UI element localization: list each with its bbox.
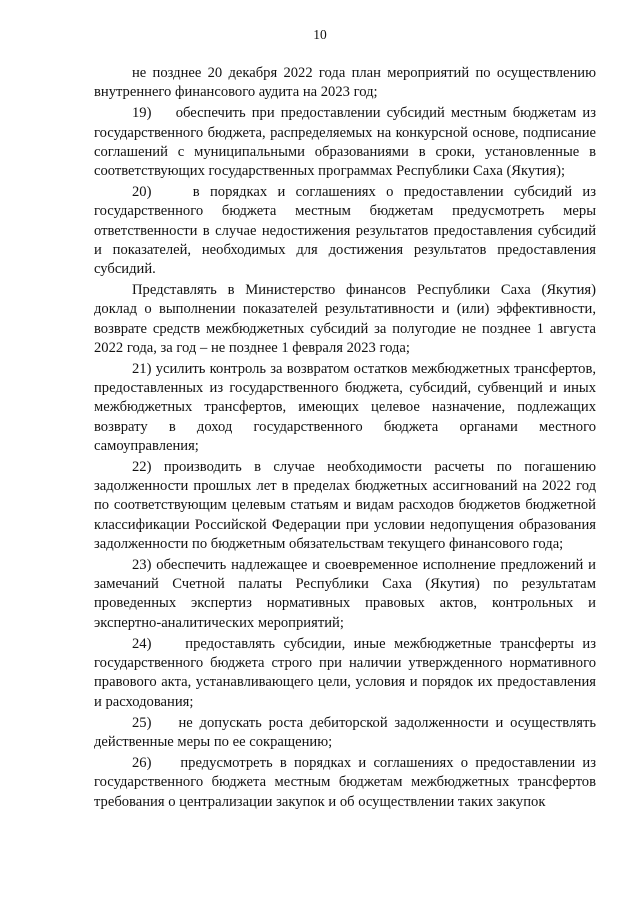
- paragraph-item-19: 19) обеспечить при предоставлении субсидий местным бюджетам из государственного бюджета, распределяемых на конкурсной основе, подписание соглашений с муниципальными образованиями в сроки, установленные в соответствующих государственных программах Республики Саха (Якутия);: [94, 105, 596, 180]
- paragraph-item-23: 23) обеспечить надлежащее и своевременное исполнение предложений и замечаний Счетной палаты Республики Саха (Якутия) по результатам проведенных экспертиз нормативных правовых актов, контрольных и экспертно-аналитических мероприятий;: [94, 557, 596, 631]
- paragraph-item-20: 20) в порядках и соглашениях о предоставлении субсидий из государственного бюджета местным бюджетам предусмотреть меры ответственности в случае недостижения результатов предоставления субсидий и показателей, необходимых для достижения результатов предоставления субсидий.: [94, 184, 596, 278]
- paragraph-item-24: 24) предоставлять субсидии, иные межбюджетные трансферты из государственного бюджета строго при наличии утвержденного нормативного правового акта, устанавливающего цели, условия и порядок их предоставления и расходования;: [94, 635, 596, 710]
- paragraph-continuation: не позднее 20 декабря 2022 года план мероприятий по осуществлению внутреннего финансового аудита на 2023 год;: [94, 65, 596, 101]
- document-body: [94, 64, 596, 814]
- paragraph-item-26: 26) предусмотреть в порядках и соглашениях о предоставлении из государственного бюджета местным бюджетам межбюджетных трансфертов требования о централизации закупок и об осуществлении таких закупок: [94, 755, 596, 810]
- paragraph-item-22: 22) производить в случае необходимости расчеты по погашению задолженности прошлых лет в пределах бюджетных ассигнований на 2022 год по соответствующим целевым статьям и видам расходов бюджетов бюджетной классификации Российской Федерации при условии недопущения образования задолженности по бюджетным обязательствам текущего финансового года;: [94, 459, 596, 552]
- paragraph-item-21: 21) усилить контроль за возвратом остатков межбюджетных трансфертов, предоставленных из государственного бюджета, субсидий, субвенций и иных межбюджетных трансфертов, имеющих целевое назначение, подлежащих возврату в доход государственного бюджета органами местного самоуправления;: [94, 361, 596, 454]
- page-number: 10: [313, 27, 327, 42]
- paragraph-item-25: 25) не допускать роста дебиторской задолженности и осуществлять действенные меры по ее сокращению;: [94, 714, 596, 750]
- paragraph-report-requirement: Представлять в Министерство финансов Республики Саха (Якутия) доклад о выполнении показателей результативности и (или) эффективности, возврате средств межбюджетных субсидий за полугодие не позднее 1 августа 2022 года, за год – не позднее 1 февраля 2023 года;: [94, 282, 596, 356]
